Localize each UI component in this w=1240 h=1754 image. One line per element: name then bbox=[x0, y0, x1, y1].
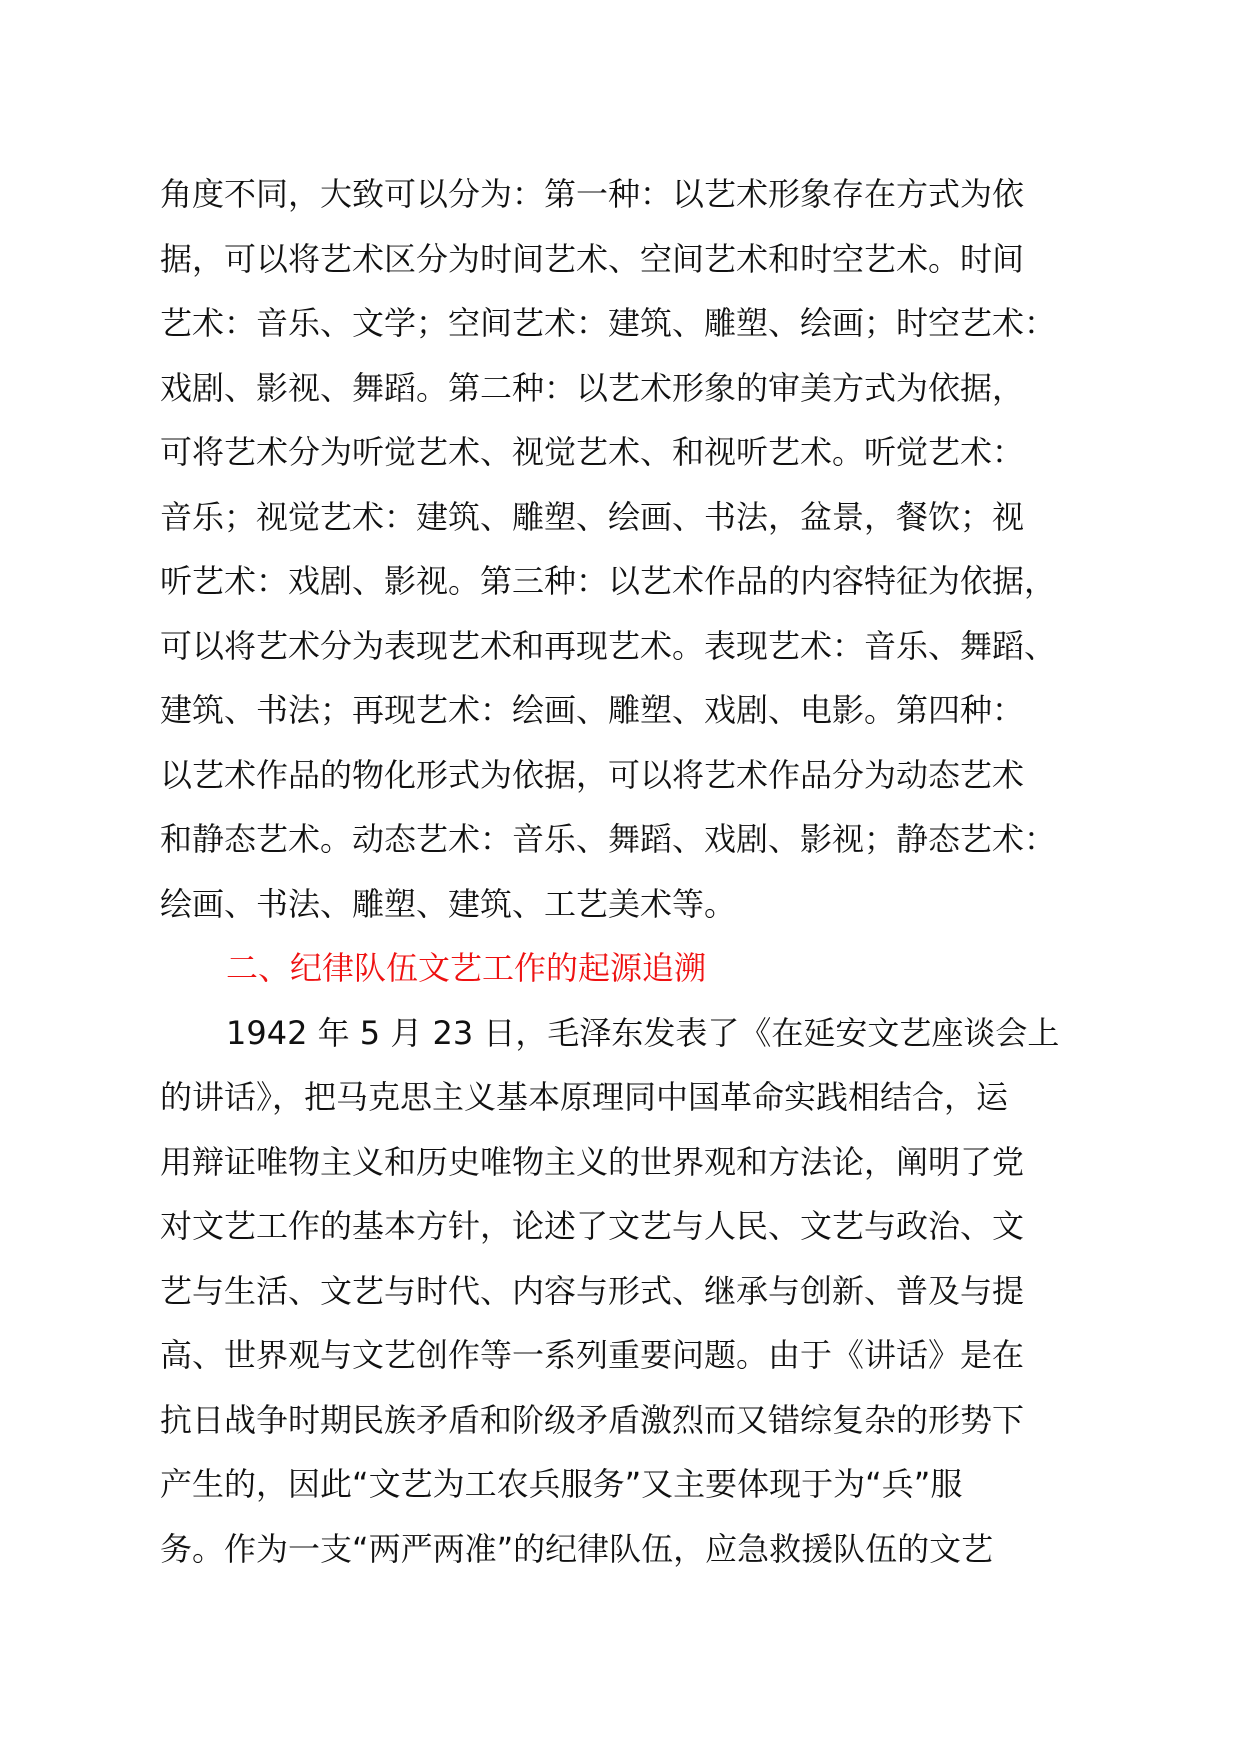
body-text-line: 以艺术作品的物化形式为依据，可以将艺术作品分为动态艺术 bbox=[160, 755, 1025, 794]
body-text-line: 艺与生活、文艺与时代、内容与形式、继承与创新、普及与提 bbox=[160, 1271, 1025, 1310]
document-body bbox=[160, 162, 1120, 1581]
section-heading: 二、纪律队伍文艺工作的起源追溯 bbox=[226, 949, 707, 987]
body-text-line: 听艺术：戏剧、影视。第三种：以艺术作品的内容特征为依据， bbox=[160, 562, 1057, 600]
body-text-line: 绘画、书法、雕塑、建筑、工艺美术等。 bbox=[160, 884, 737, 923]
body-text-line: 角度不同，大致可以分为：第一种：以艺术形象存在方式为依 bbox=[160, 175, 1025, 213]
body-text-line: 高、世界观与文艺创作等一系列重要问题。由于《讲话》是在 bbox=[160, 1336, 1025, 1374]
body-text-line: 对文艺工作的基本方针，论述了文艺与人民、文艺与政治、文 bbox=[160, 1207, 1025, 1245]
body-text-line: 艺术：音乐、文学；空间艺术：建筑、雕塑、绘画；时空艺术： bbox=[160, 304, 1057, 342]
body-text-line: 产生的，因此“文艺为工农兵服务”又主要体现于为“兵”服 bbox=[160, 1465, 963, 1503]
body-text-line: 可将艺术分为听觉艺术、视觉艺术、和视听艺术。听觉艺术： bbox=[160, 433, 1025, 471]
body-text-line: 据，可以将艺术区分为时间艺术、空间艺术和时空艺术。时间 bbox=[160, 239, 1025, 278]
body-text-line: 可以将艺术分为表现艺术和再现艺术。表现艺术：音乐、舞蹈、 bbox=[160, 626, 1057, 665]
body-text-line: 和静态艺术。动态艺术：音乐、舞蹈、戏剧、影视；静态艺术： bbox=[160, 820, 1057, 858]
body-text-line: 建筑、书法；再现艺术：绘画、雕塑、戏剧、电影。第四种： bbox=[160, 691, 1025, 729]
body-text-line: 务。作为一支“两严两准”的纪律队伍，应急救援队伍的文艺 bbox=[160, 1529, 994, 1568]
body-text-line: 1942 年 5 月 23 日，毛泽东发表了《在延安文艺座谈会上 bbox=[226, 1013, 1060, 1052]
body-text-line: 的讲话》，把马克思主义基本原理同中国革命实践相结合，运 bbox=[160, 1078, 1009, 1116]
body-text-line: 戏剧、影视、舞蹈。第二种：以艺术形象的审美方式为依据， bbox=[160, 368, 1025, 407]
body-text-line: 抗日战争时期民族矛盾和阶级矛盾激烈而又错综复杂的形势下 bbox=[160, 1400, 1025, 1439]
body-text-line: 用辩证唯物主义和历史唯物主义的世界观和方法论，阐明了党 bbox=[160, 1142, 1025, 1181]
body-text-line: 音乐；视觉艺术：建筑、雕塑、绘画、书法，盆景，餐饮；视 bbox=[160, 497, 1025, 536]
